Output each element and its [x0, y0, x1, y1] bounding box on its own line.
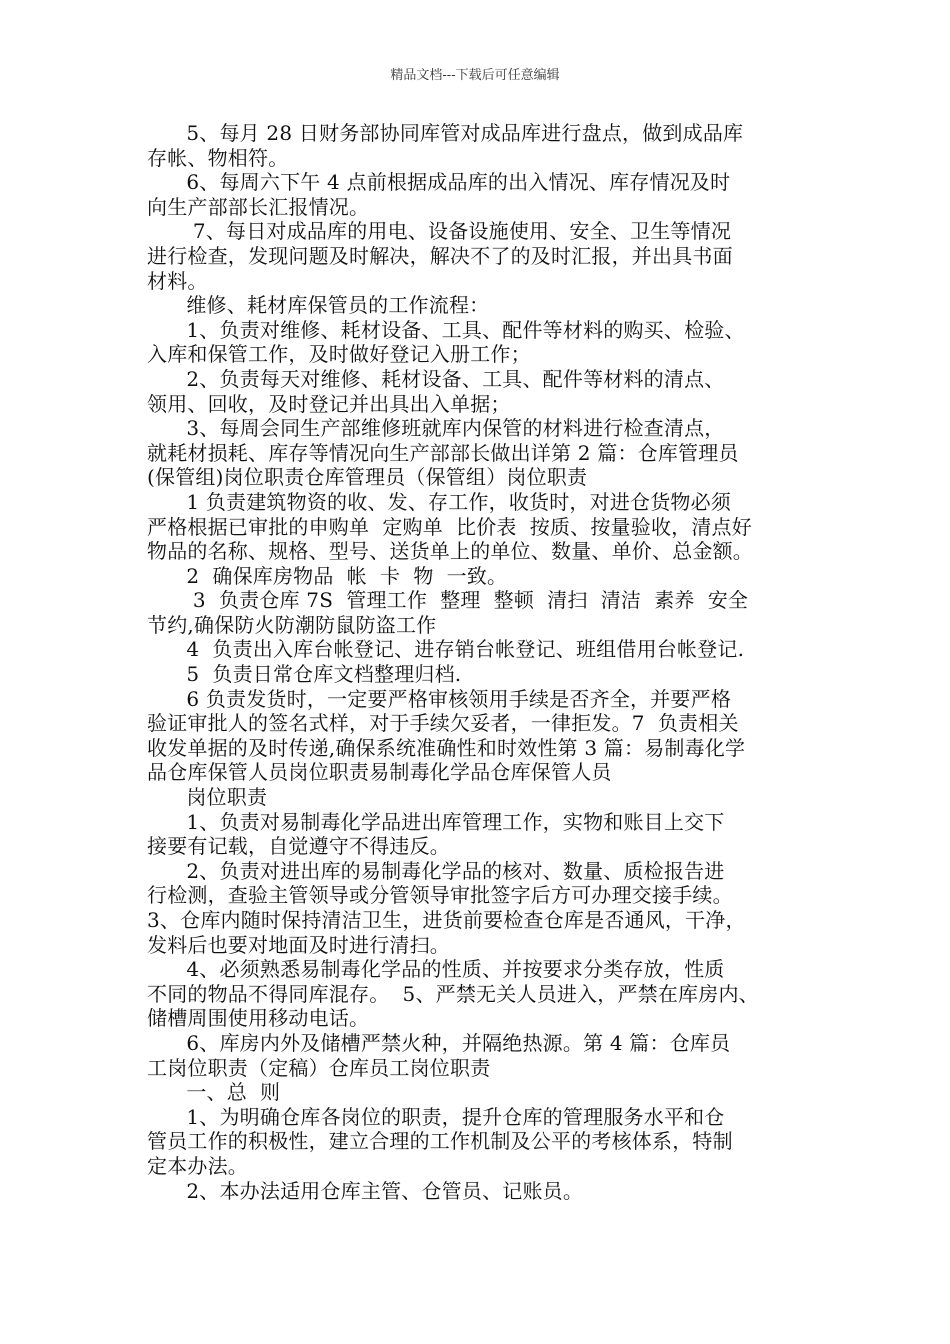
text-line: 接要有记载，自觉遵守不得违反。: [147, 834, 450, 859]
text-line: 4 负责出入库台帐登记、进存销台帐登记、班组借用台帐登记.: [147, 637, 745, 662]
text-line: 6 负责发货时，一定要严格审核领用手续是否齐全，并要严格: [147, 686, 732, 711]
text-line: 5、每月 28 日财务部协同库管对成品库进行盘点，做到成品库: [147, 121, 744, 145]
text-line: 向生产部部长汇报情况。: [147, 194, 370, 219]
text-line: 验证审批人的签名式样，对于手续欠妥者，一律拒发。7 负责相关: [147, 711, 739, 736]
text-line: 定本办法。: [147, 1153, 248, 1178]
text-line: 6、库房内外及储槽严禁火种，并隔绝热源。第 4 篇：仓库员: [147, 1030, 731, 1055]
text-line: 3 负责仓库 7S 管理工作 整理 整顿 清扫 清洁 素养 安全: [147, 588, 749, 613]
text-line: 岗位职责: [147, 785, 268, 810]
text-line: 节约,确保防火防潮防鼠防盗工作: [147, 612, 437, 637]
text-line: 品仓库保管人员岗位职责易制毒化学品仓库保管人员: [147, 760, 612, 785]
text-line: 3、仓库内随时保持清洁卫生，进货前要检查仓库是否通风，干净，: [147, 908, 746, 932]
text-line: 4、必须熟悉易制毒化学品的性质、并按要求分类存放，性质: [147, 957, 725, 982]
text-line: 7、每日对成品库的用电、设备设施使用、安全、卫生等情况: [147, 219, 732, 244]
text-line: 2、负责对进出库的易制毒化学品的核对、数量、质检报告进: [147, 858, 725, 883]
text-line: 1、负责对易制毒化学品进出库管理工作，实物和账目上交下: [147, 809, 725, 834]
text-line: 6、每周六下午 4 点前根据成品库的出入情况、库存情况及时: [147, 170, 731, 195]
text-line: 2、本办法适用仓库主管、仓管员、记账员。: [147, 1178, 584, 1203]
text-line: 行检测，查验主管领导或分管领导审批签字后方可办理交接手续。: [147, 883, 733, 908]
text-line: 材料。: [147, 268, 208, 293]
text-line: 1 负责建筑物资的收、发、存工作，收货时，对进仓货物必须: [147, 489, 732, 514]
text-line: 2、负责每天对维修、耗材设备、工具、配件等材料的清点、: [147, 366, 725, 391]
page-header: 精品文档---下载后可任意编辑: [390, 68, 560, 83]
text-line: 领用、回收，及时登记并出具出入单据；: [147, 391, 511, 416]
text-line: (保管组)岗位职责仓库管理员（保管组）岗位职责: [147, 465, 588, 490]
text-line: 严格根据已审批的申购单 定购单 比价表 按质、按量验收，清点好: [147, 514, 752, 539]
text-line: 1、为明确仓库各岗位的职责，提升仓库的管理服务水平和仓: [147, 1104, 725, 1129]
text-line: 维修、耗材库保管员的工作流程：: [147, 293, 490, 318]
text-line: 2 确保库房物品 帐 卡 物 一致。: [147, 563, 508, 588]
text-line: 工岗位职责（定稿）仓库员工岗位职责: [147, 1055, 491, 1080]
text-line: 物品的名称、规格、型号、送货单上的单位、数量、单价、总金额。: [147, 539, 753, 564]
text-line: 1、负责对维修、耗材设备、工具、配件等材料的购买、检验、: [147, 317, 745, 342]
text-line: 发料后也要对地面及时进行清扫。: [147, 932, 450, 957]
text-line: 储槽周围使用移动电话。: [147, 1006, 370, 1031]
text-line: 收发单据的及时传递,确保系统准确性和时效性第 3 篇：易制毒化学: [147, 735, 746, 760]
text-line: 存帐、物相符。: [147, 145, 289, 170]
text-line: 3、每周会同生产部维修班就库内保管的材料进行检查清点，: [147, 416, 725, 441]
text-line: 一、总 则: [147, 1080, 281, 1105]
text-line: 进行检查，发现问题及时解决，解决不了的及时汇报，并出具书面: [147, 243, 733, 268]
text-line: 5 负责日常仓库文档整理归档.: [147, 662, 462, 687]
text-line: 入库和保管工作，及时做好登记入册工作；: [147, 342, 531, 367]
text-line: 不同的物品不得同库混存。 5、严禁无关人员进入，严禁在库房内、: [147, 981, 759, 1006]
text-line: 管员工作的积极性，建立合理的工作机制及公平的考核体系，特制: [147, 1129, 733, 1154]
document-body: [147, 121, 817, 1203]
text-line: 就耗材损耗、库存等情况向生产部部长做出详第 2 篇：仓库管理员: [147, 440, 739, 465]
